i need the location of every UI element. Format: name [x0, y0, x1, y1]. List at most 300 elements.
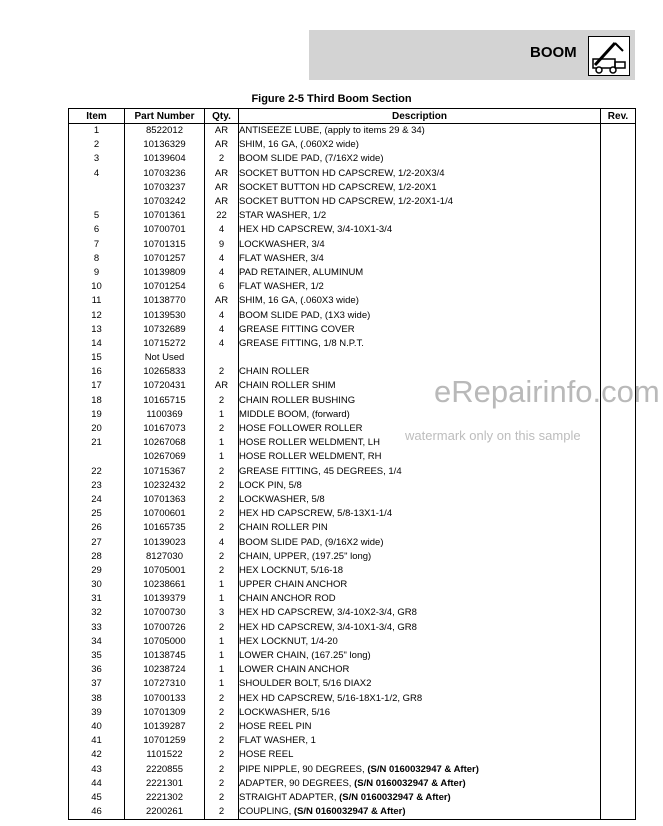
cell-part-number	[125, 777, 205, 791]
cell-qty-text: 6	[218, 281, 225, 293]
cell-description-text: HEX HD CAPSCREW, 3/4-10X1-3/4	[239, 224, 393, 236]
cell-item	[69, 550, 125, 564]
cell-part-number	[125, 493, 205, 507]
cell-part-number	[125, 521, 205, 535]
table-row	[69, 606, 636, 620]
cell-item-text: 30	[91, 579, 102, 591]
table-row	[69, 762, 636, 776]
cell-part-number-text: 10701257	[143, 252, 186, 264]
cell-description-text: STAR WASHER, 1/2	[239, 210, 327, 222]
cell-qty-text: 2	[218, 493, 225, 505]
cell-description	[239, 805, 601, 820]
cell-qty-text: AR	[214, 295, 229, 307]
cell-qty	[205, 606, 239, 620]
cell-item	[69, 266, 125, 280]
cell-description-text: BOOM SLIDE PAD, (7/16X2 wide)	[239, 153, 384, 165]
cell-part-number	[125, 308, 205, 322]
column-header-item: Item	[69, 109, 125, 124]
cell-description-text: PIPE NIPPLE, 90 DEGREES,	[239, 763, 368, 775]
cell-rev	[601, 479, 636, 493]
cell-item	[69, 762, 125, 776]
cell-description	[239, 308, 601, 322]
cell-part-number	[125, 805, 205, 820]
cell-rev	[601, 578, 636, 592]
cell-item	[69, 394, 125, 408]
cell-item-text: 32	[91, 607, 102, 619]
cell-qty-text: AR	[214, 139, 229, 151]
table-row	[69, 252, 636, 266]
cell-item	[69, 535, 125, 549]
cell-qty	[205, 621, 239, 635]
cell-description	[239, 649, 601, 663]
cell-part-number-text: 10232432	[143, 479, 186, 491]
cell-description-text: FLAT WASHER, 3/4	[239, 252, 324, 264]
cell-description-text: LOCKWASHER, 3/4	[239, 238, 325, 250]
table-row	[69, 138, 636, 152]
cell-item	[69, 450, 125, 464]
section-header-bar	[309, 30, 635, 80]
cell-description-text: ADAPTER, 90 DEGREES,	[239, 777, 355, 789]
cell-qty	[205, 663, 239, 677]
table-row	[69, 209, 636, 223]
cell-rev	[601, 266, 636, 280]
cell-description-text: BOOM SLIDE PAD, (1X3 wide)	[239, 309, 371, 321]
table-row	[69, 195, 636, 209]
cell-qty	[205, 493, 239, 507]
cell-qty-text: 1	[218, 664, 225, 676]
cell-item-text: 38	[91, 692, 102, 704]
cell-part-number	[125, 223, 205, 237]
cell-item-text: 31	[91, 593, 102, 605]
table-row	[69, 521, 636, 535]
cell-item	[69, 351, 125, 365]
cell-description-text: CHAIN ROLLER BUSHING	[239, 394, 356, 406]
cell-part-number-text: 8127030	[146, 550, 183, 562]
cell-part-number-text: 10705001	[143, 564, 186, 576]
cell-part-number-text: 1101522	[146, 749, 183, 761]
cell-part-number-text: Not Used	[144, 352, 185, 364]
cell-part-number	[125, 692, 205, 706]
cell-description-text: FLAT WASHER, 1/2	[239, 281, 324, 293]
cell-part-number	[125, 209, 205, 223]
cell-part-number-text: 10701309	[143, 706, 186, 718]
cell-rev	[601, 167, 636, 181]
cell-item	[69, 479, 125, 493]
cell-item	[69, 578, 125, 592]
cell-rev	[601, 238, 636, 252]
cell-qty-text: 2	[218, 508, 225, 520]
cell-qty-text: 4	[218, 536, 225, 548]
table-row	[69, 223, 636, 237]
table-row	[69, 507, 636, 521]
cell-part-number	[125, 351, 205, 365]
cell-rev	[601, 465, 636, 479]
cell-part-number-text: 10238724	[143, 664, 186, 676]
cell-part-number	[125, 422, 205, 436]
cell-item-text: 33	[91, 621, 102, 633]
cell-item	[69, 323, 125, 337]
cell-rev	[601, 805, 636, 820]
cell-description	[239, 635, 601, 649]
cell-description	[239, 465, 601, 479]
cell-rev	[601, 535, 636, 549]
cell-item	[69, 408, 125, 422]
cell-qty	[205, 720, 239, 734]
cell-item	[69, 564, 125, 578]
cell-qty	[205, 748, 239, 762]
cell-qty-text: 2	[218, 394, 225, 406]
cell-part-number-text: 10138770	[143, 295, 186, 307]
cell-description	[239, 323, 601, 337]
cell-item	[69, 138, 125, 152]
cell-rev	[601, 252, 636, 266]
cell-description-text: HEX HD CAPSCREW, 3/4-10X2-3/4, GR8	[239, 607, 417, 619]
cell-qty-text: 2	[218, 564, 225, 576]
cell-item	[69, 223, 125, 237]
cell-description	[239, 493, 601, 507]
cell-part-number	[125, 479, 205, 493]
cell-qty-text: 4	[218, 266, 225, 278]
table-row	[69, 550, 636, 564]
table-row	[69, 706, 636, 720]
cell-qty	[205, 308, 239, 322]
table-row	[69, 635, 636, 649]
cell-description-text: MIDDLE BOOM, (forward)	[239, 408, 350, 420]
table-row	[69, 238, 636, 252]
cell-qty-text: AR	[214, 181, 229, 193]
cell-item-text: 22	[91, 465, 102, 477]
cell-rev	[601, 748, 636, 762]
cell-item	[69, 677, 125, 691]
cell-description-text: BOOM SLIDE PAD, (9/16X2 wide)	[239, 536, 384, 548]
table-row	[69, 564, 636, 578]
cell-rev	[601, 337, 636, 351]
serial-number-note: (S/N 0160032947 & After)	[293, 806, 406, 818]
cell-description-text: CHAIN ROLLER SHIM	[239, 380, 336, 392]
cell-qty-text: AR	[214, 380, 229, 392]
cell-qty	[205, 649, 239, 663]
cell-part-number	[125, 337, 205, 351]
cell-part-number-text: 10265833	[143, 366, 186, 378]
cell-description	[239, 351, 601, 365]
table-header-row	[69, 109, 636, 124]
serial-number-note: (S/N 0160032947 & After)	[354, 777, 466, 789]
cell-description	[239, 337, 601, 351]
cell-item-text: 29	[91, 564, 102, 576]
cell-part-number-text: 10165715	[143, 394, 186, 406]
cell-item-text: 35	[91, 650, 102, 662]
cell-qty	[205, 592, 239, 606]
table-row	[69, 294, 636, 308]
cell-description	[239, 621, 601, 635]
cell-item-text: 37	[91, 678, 102, 690]
cell-qty	[205, 692, 239, 706]
cell-description	[239, 152, 601, 166]
table-row	[69, 351, 636, 365]
cell-item	[69, 124, 125, 139]
cell-qty	[205, 351, 239, 365]
cell-part-number	[125, 734, 205, 748]
cell-part-number-text: 10139379	[143, 593, 186, 605]
cell-item-text: 45	[91, 791, 102, 803]
cell-part-number-text: 10701361	[143, 210, 186, 222]
cell-item-text: 6	[93, 224, 100, 236]
cell-description	[239, 294, 601, 308]
cell-qty-text: 2	[218, 806, 225, 818]
cell-item	[69, 252, 125, 266]
cell-description	[239, 578, 601, 592]
cell-part-number-text: 10700601	[143, 508, 186, 520]
cell-part-number	[125, 748, 205, 762]
cell-qty	[205, 266, 239, 280]
cell-part-number	[125, 436, 205, 450]
cell-item-text: 46	[91, 806, 102, 818]
cell-item	[69, 706, 125, 720]
cell-rev	[601, 592, 636, 606]
cell-part-number	[125, 124, 205, 139]
cell-qty	[205, 394, 239, 408]
cell-qty	[205, 635, 239, 649]
cell-qty-text: AR	[214, 167, 229, 179]
cell-item	[69, 465, 125, 479]
cell-rev	[601, 762, 636, 776]
cell-rev	[601, 606, 636, 620]
cell-description-text: HEX HD CAPSCREW, 5/16-18X1-1/2, GR8	[239, 692, 423, 704]
cell-item-text: 8	[93, 252, 100, 264]
cell-qty-text: 1	[218, 408, 225, 420]
cell-description	[239, 734, 601, 748]
cell-item	[69, 152, 125, 166]
cell-description	[239, 706, 601, 720]
cell-description-text: HEX LOCKNUT, 5/16-18	[239, 564, 344, 576]
cell-qty	[205, 181, 239, 195]
cell-qty-text: 2	[218, 522, 225, 534]
cell-description-text: UPPER CHAIN ANCHOR	[239, 579, 348, 591]
cell-part-number	[125, 238, 205, 252]
cell-rev	[601, 152, 636, 166]
cell-description	[239, 521, 601, 535]
cell-qty	[205, 479, 239, 493]
cell-item-text: 36	[91, 664, 102, 676]
cell-description	[239, 195, 601, 209]
table-row	[69, 663, 636, 677]
table-row	[69, 720, 636, 734]
cell-description-text: SHIM, 16 GA, (.060X2 wide)	[239, 139, 359, 151]
cell-qty-text: 2	[218, 366, 225, 378]
cell-description-text: SHOULDER BOLT, 5/16 DIAX2	[239, 678, 372, 690]
cell-rev	[601, 720, 636, 734]
cell-item-text: 27	[91, 536, 102, 548]
cell-description-text: LOCKWASHER, 5/8	[239, 493, 325, 505]
cell-item	[69, 692, 125, 706]
cell-qty	[205, 124, 239, 139]
cell-item-text: 24	[91, 493, 102, 505]
cell-description	[239, 507, 601, 521]
column-header-rev: Rev.	[601, 109, 636, 124]
cell-part-number	[125, 379, 205, 393]
cell-qty	[205, 223, 239, 237]
cell-part-number	[125, 720, 205, 734]
cell-qty-text: 9	[218, 238, 225, 250]
cell-part-number-text: 10139809	[143, 266, 186, 278]
cell-item	[69, 521, 125, 535]
cell-qty	[205, 408, 239, 422]
cell-qty	[205, 167, 239, 181]
cell-description-text: HEX HD CAPSCREW, 3/4-10X1-3/4, GR8	[239, 621, 417, 633]
cell-description	[239, 777, 601, 791]
cell-item	[69, 606, 125, 620]
cell-rev	[601, 706, 636, 720]
cell-qty	[205, 138, 239, 152]
cell-qty	[205, 422, 239, 436]
cell-qty	[205, 578, 239, 592]
cell-item-text: 42	[91, 749, 102, 761]
cell-item-text: 19	[91, 408, 102, 420]
cell-rev	[601, 635, 636, 649]
cell-qty	[205, 734, 239, 748]
cell-qty	[205, 450, 239, 464]
cell-rev	[601, 422, 636, 436]
cell-description-text: CHAIN ROLLER PIN	[239, 522, 328, 534]
table-row	[69, 677, 636, 691]
table-row	[69, 791, 636, 805]
table-row	[69, 450, 636, 464]
cell-rev	[601, 436, 636, 450]
cell-item	[69, 209, 125, 223]
cell-qty	[205, 337, 239, 351]
cell-qty	[205, 677, 239, 691]
cell-item	[69, 280, 125, 294]
cell-part-number	[125, 252, 205, 266]
cell-qty-text: 1	[218, 593, 225, 605]
cell-item-text: 34	[91, 635, 102, 647]
cell-part-number-text: 10167073	[143, 423, 186, 435]
cell-rev	[601, 663, 636, 677]
cell-item-text: 21	[91, 437, 102, 449]
table-row	[69, 535, 636, 549]
cell-description	[239, 762, 601, 776]
cell-rev	[601, 351, 636, 365]
cell-description	[239, 748, 601, 762]
cell-item	[69, 493, 125, 507]
cell-item-text: 11	[91, 295, 102, 307]
cell-part-number-text: 10700730	[143, 607, 186, 619]
cell-description-text: GREASE FITTING COVER	[239, 323, 355, 335]
cell-part-number	[125, 138, 205, 152]
cell-qty-text: 2	[218, 720, 225, 732]
cell-rev	[601, 692, 636, 706]
column-header-description: Description	[239, 109, 601, 124]
cell-qty-text: 4	[218, 252, 225, 264]
cell-item-text: 43	[91, 763, 102, 775]
cell-description-text: SHIM, 16 GA, (.060X3 wide)	[239, 295, 359, 307]
cell-qty-text: 2	[218, 692, 225, 704]
cell-description	[239, 663, 601, 677]
table-row	[69, 167, 636, 181]
cell-item	[69, 720, 125, 734]
table-row	[69, 805, 636, 820]
cell-part-number-text: 10701363	[143, 493, 186, 505]
serial-number-note: (S/N 0160032947 & After)	[367, 763, 479, 775]
table-row	[69, 124, 636, 139]
cell-item	[69, 734, 125, 748]
cell-part-number	[125, 507, 205, 521]
cell-part-number-text: 10136329	[143, 139, 186, 151]
cell-part-number-text: 10139604	[143, 153, 186, 165]
cell-part-number	[125, 323, 205, 337]
cell-item	[69, 379, 125, 393]
cell-part-number	[125, 408, 205, 422]
table-row	[69, 621, 636, 635]
cell-description	[239, 209, 601, 223]
cell-qty	[205, 152, 239, 166]
watermark-brand: eRepairinfo.com	[434, 374, 660, 409]
cell-item-text: 5	[93, 210, 100, 222]
cell-part-number-text: 2220855	[146, 763, 183, 775]
cell-qty-text: 1	[218, 678, 225, 690]
cell-item-text: 12	[91, 309, 102, 321]
cell-description	[239, 592, 601, 606]
cell-part-number-text: 10700726	[143, 621, 186, 633]
table-row	[69, 280, 636, 294]
cell-rev	[601, 550, 636, 564]
cell-qty-text: 1	[218, 437, 225, 449]
cell-item	[69, 308, 125, 322]
cell-description	[239, 791, 601, 805]
cell-part-number	[125, 550, 205, 564]
cell-description	[239, 606, 601, 620]
cell-part-number-text: 10700701	[143, 224, 186, 236]
column-header-qty: Qty.	[205, 109, 239, 124]
cell-description-text: HOSE REEL	[239, 749, 294, 761]
cell-qty	[205, 209, 239, 223]
cell-description	[239, 479, 601, 493]
cell-description-text: ANTISEEZE LUBE, (apply to items 29 & 34)	[239, 125, 425, 137]
cell-qty	[205, 521, 239, 535]
cell-item-text: 15	[91, 352, 102, 364]
cell-item-text: 44	[91, 777, 102, 789]
cell-description-text: SOCKET BUTTON HD CAPSCREW, 1/2-20X1-1/4	[239, 196, 453, 208]
cell-qty	[205, 805, 239, 820]
parts-table-body	[69, 124, 636, 820]
cell-qty-text: AR	[214, 196, 229, 208]
cell-part-number	[125, 592, 205, 606]
cell-item	[69, 238, 125, 252]
cell-qty	[205, 791, 239, 805]
cell-qty	[205, 365, 239, 379]
cell-item	[69, 337, 125, 351]
cell-qty-text: 1	[218, 635, 225, 647]
table-row	[69, 493, 636, 507]
cell-part-number	[125, 152, 205, 166]
cell-description-text: LOCKWASHER, 5/16	[239, 706, 330, 718]
cell-part-number-text: 10267068	[143, 437, 186, 449]
cell-rev	[601, 734, 636, 748]
table-row	[69, 692, 636, 706]
cell-rev	[601, 138, 636, 152]
cell-rev	[601, 181, 636, 195]
cell-qty-text: 22	[216, 210, 227, 222]
cell-qty	[205, 507, 239, 521]
cell-part-number-text: 8522012	[146, 125, 183, 137]
table-row	[69, 777, 636, 791]
cell-qty-text: 2	[218, 550, 225, 562]
cell-part-number	[125, 266, 205, 280]
cell-item-text: 26	[91, 522, 102, 534]
cell-part-number-text: 2221302	[146, 791, 183, 803]
cell-part-number	[125, 663, 205, 677]
cell-rev	[601, 308, 636, 322]
